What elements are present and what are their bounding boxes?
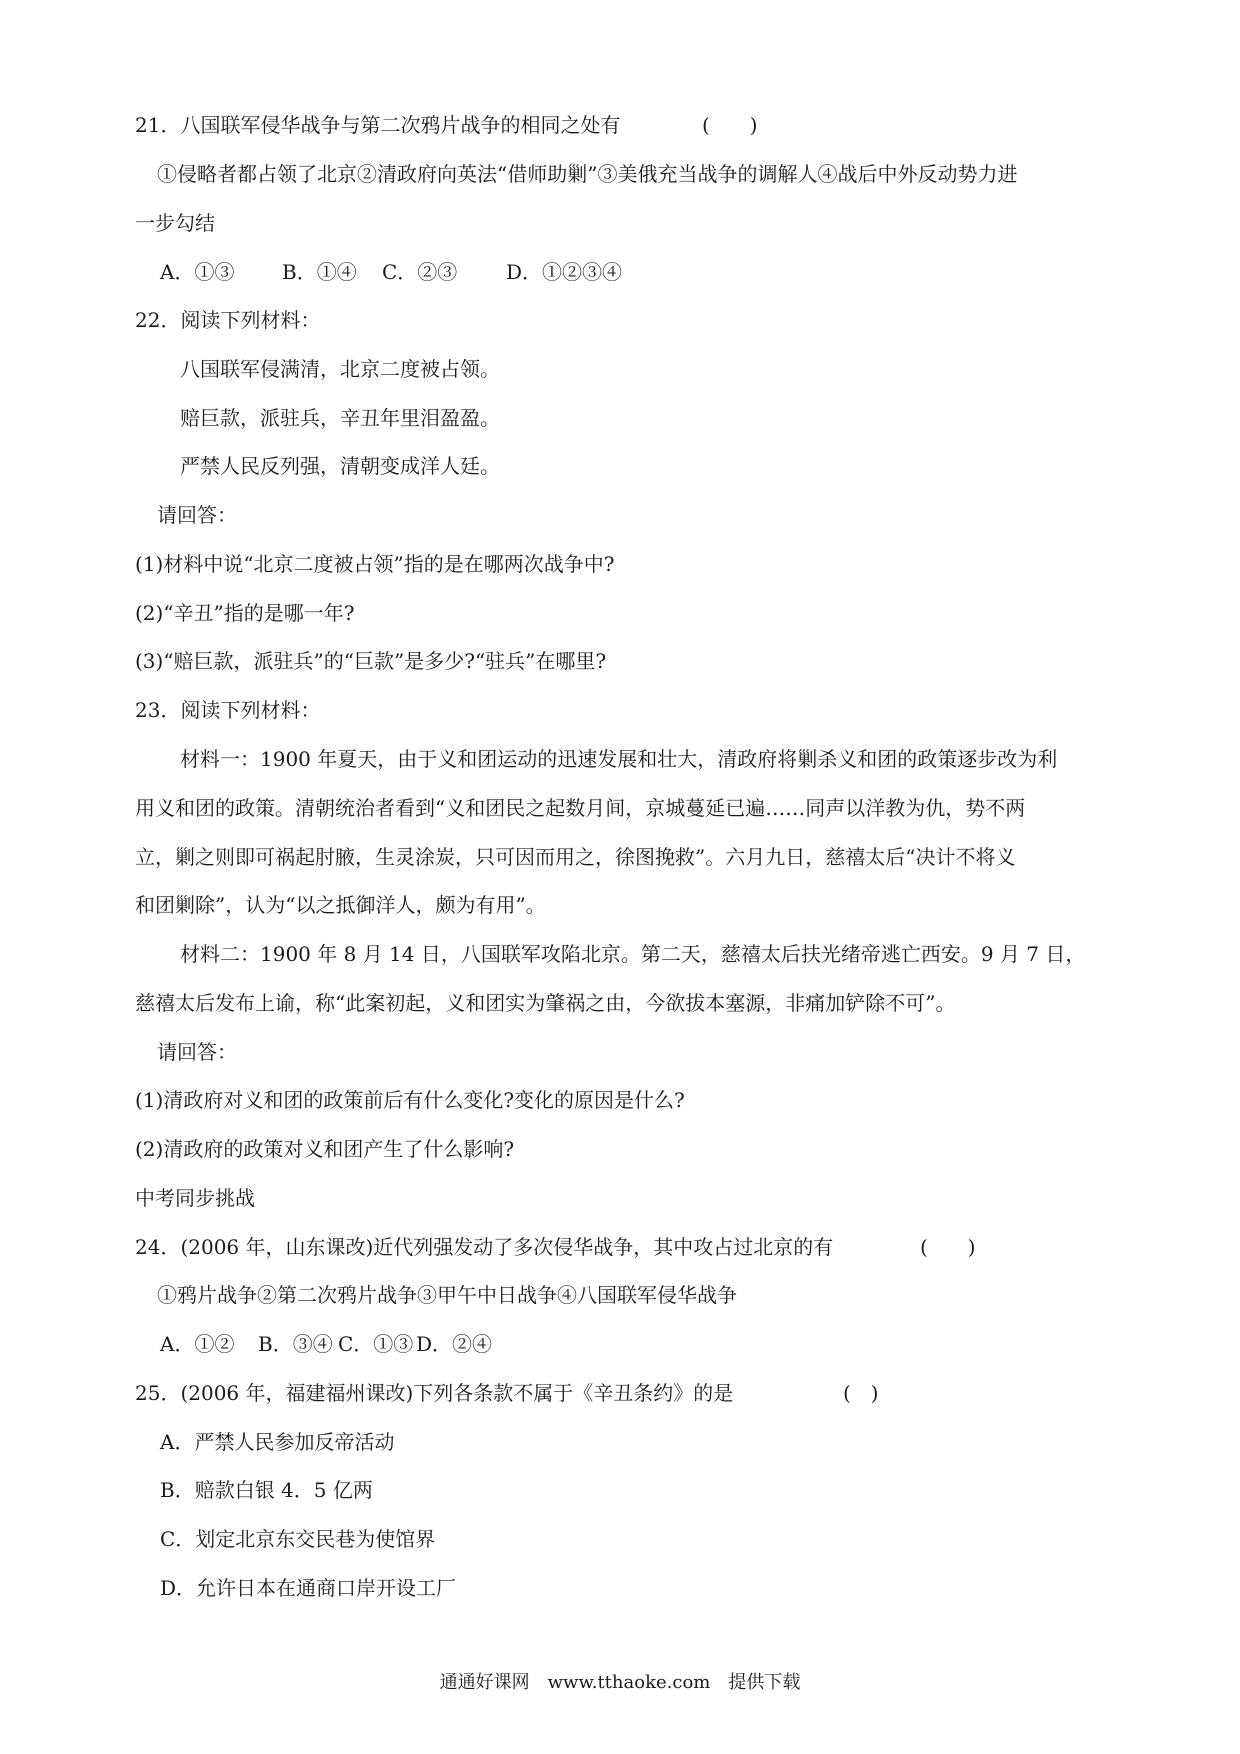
section-heading: 中考同步挑战 [135, 1186, 255, 1210]
q21-options [160, 259, 622, 285]
q24-options [160, 1331, 492, 1357]
q25-stem: 25．(2006 年，福建福州课改)下列各条款不属于《辛丑条约》的是 [135, 1381, 734, 1405]
q23-material1-line: 和团剿除”，认为“以之抵御洋人，颇为有用”。 [135, 893, 546, 917]
q23-material1-line: 立，剿之则即可祸起肘腋，生灵涂炭，只可因而用之，徐图挽救”。六月九日，慈禧太后“决计不将义 [135, 845, 1016, 869]
q22-question-1: (1)材料中说“北京二度被占领”指的是在哪两次战争中? [135, 552, 615, 576]
q23-question-1: (1)清政府对义和团的政策前后有什么变化?变化的原因是什么? [135, 1088, 685, 1112]
q23-material2-line: 材料二：1900 年 8 月 14 日，八国联军攻陷北京。第二天，慈禧太后扶光绪帝逃亡西安。9 月 7 日， [180, 942, 1086, 966]
q21-answer-paren: ( ) [702, 113, 758, 137]
q24-choices-line1: ①鸦片战争②第二次鸦片战争③甲午中日战争④八国联军侵华战争 [157, 1283, 737, 1307]
q24-option-b: B．③④ [258, 1332, 333, 1356]
q25-option-d: D．允许日本在通商口岸开设工厂 [160, 1576, 457, 1600]
q22-poem-line: 八国联军侵满清，北京二度被占领。 [180, 357, 500, 381]
q21-option-a: A．①③ [160, 260, 235, 284]
q25-answer-paren: ( ) [843, 1381, 879, 1405]
q24-option-a: A．①② [160, 1332, 235, 1356]
q21-option-b: B．①④ [282, 260, 357, 284]
q23-ask: 请回答： [157, 1040, 237, 1064]
q23-material1-line: 材料一：1900 年夏天，由于义和团运动的迅速发展和壮大，清政府将剿杀义和团的政策逐步改为利 [180, 747, 1058, 771]
q22-question-2: (2)“辛丑”指的是哪一年? [135, 601, 355, 625]
q21-stem: 21．八国联军侵华战争与第二次鸦片战争的相同之处有 [135, 113, 621, 137]
q22-poem-line: 严禁人民反列强，清朝变成洋人廷。 [180, 454, 500, 478]
q23-material1-line: 用义和团的政策。清朝统治者看到“义和团民之起数月间，京城蔓延已遍……同声以洋教为仇，势不两 [135, 796, 1026, 820]
q23-material2-line: 慈禧太后发布上谕，称“此案初起，义和团实为肇祸之由，今欲拔本塞源，非痛加铲除不可”。 [135, 991, 956, 1015]
q22-question-3: (3)“赔巨款，派驻兵”的“巨款”是多少?“驻兵”在哪里? [135, 649, 607, 673]
q23-stem: 23．阅读下列材料： [135, 698, 321, 722]
q21-choices-line2: 一步勾结 [135, 211, 215, 235]
q24-stem: 24．(2006 年，山东课改)近代列强发动了多次侵华战争，其中攻占过北京的有 [135, 1235, 834, 1259]
q23-question-2: (2)清政府的政策对义和团产生了什么影响? [135, 1137, 515, 1161]
q24-option-d: D．②④ [416, 1332, 493, 1356]
q22-stem: 22．阅读下列材料： [135, 308, 321, 332]
q25-option-a: A．严禁人民参加反帝活动 [160, 1430, 395, 1454]
q25-option-b: B．赔款白银 4．5 亿两 [160, 1478, 373, 1502]
q21-choices-line1: ①侵略者都占领了北京②清政府向英法“借师助剿”③美俄充当战争的调解人④战后中外反动势力进 [157, 162, 1018, 186]
q22-poem-line: 赔巨款，派驻兵，辛丑年里泪盈盈。 [180, 406, 500, 430]
q22-ask: 请回答： [157, 503, 237, 527]
q24-answer-paren: ( ) [920, 1235, 976, 1259]
q24-option-c: C．①③ [338, 1332, 414, 1356]
q21-option-d: D．①②③④ [506, 260, 623, 284]
q21-option-c: C．②③ [382, 260, 458, 284]
q25-option-c: C．划定北京东交民巷为使馆界 [160, 1527, 436, 1551]
page-footer: 通通好课网 www.tthaoke.com 提供下载 [439, 1672, 801, 1693]
